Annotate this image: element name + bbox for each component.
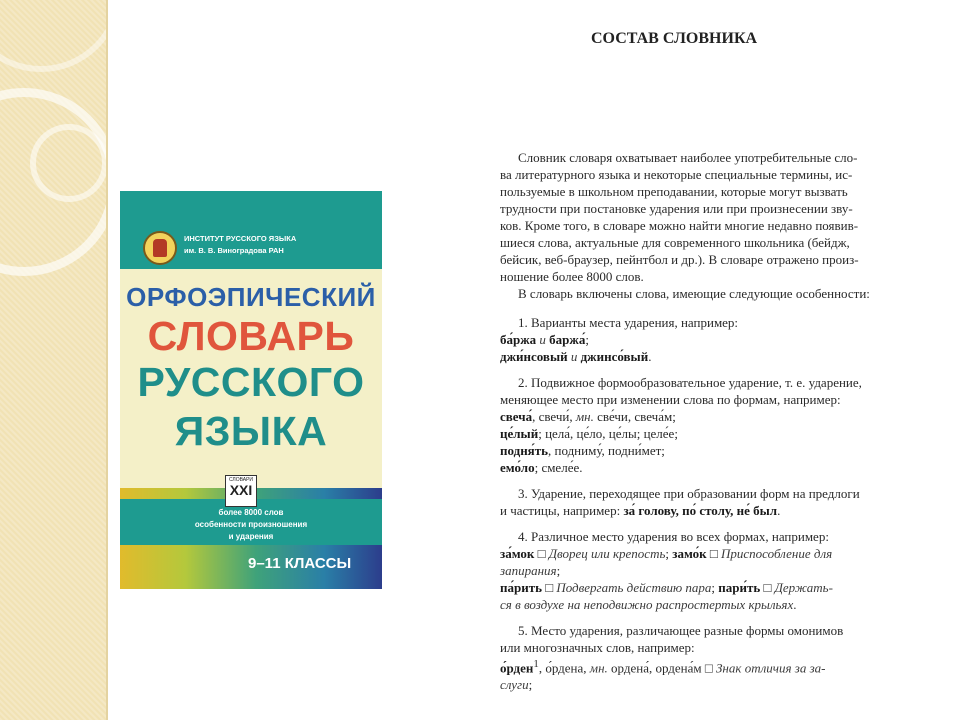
- cover-title-line-2: СЛОВАРЬ: [147, 313, 355, 359]
- decorative-side-strip: [0, 0, 108, 720]
- section-1: [500, 314, 892, 365]
- forms: ордена́, ордена́м: [607, 660, 705, 676]
- document-text: [500, 149, 892, 693]
- homonym-index: 1: [533, 658, 539, 670]
- headword: ба́ржа: [500, 332, 537, 347]
- box-glyph: □: [760, 580, 775, 595]
- punctuation: .: [793, 597, 797, 612]
- section-4-line-3: [500, 579, 892, 596]
- section-2-line-2: меняющее место при изменении слова по формам, например:: [500, 392, 841, 407]
- headword: замо́к: [672, 546, 707, 561]
- cover-info-line-1: более 8000 слов: [218, 508, 284, 517]
- decorative-ring-small: [30, 124, 108, 202]
- forms: , подниму́, подни́мет;: [547, 443, 665, 458]
- intro-line: шиеся слова, актуальные для современного школьника (бейдж,: [500, 235, 850, 250]
- punctuation: ;: [665, 546, 673, 561]
- punctuation: ;: [711, 580, 719, 595]
- gloss: Приспособление для: [721, 546, 833, 561]
- gloss: Подвергать действию пара: [556, 580, 712, 595]
- box-glyph: □: [541, 580, 557, 595]
- headword: пари́ть: [718, 580, 761, 595]
- abbrev: мн.: [589, 660, 608, 676]
- section-5-line-1: 5. Место ударения, различающее разные формы омонимов: [518, 623, 844, 638]
- grade-label: 9–11 КЛАССЫ: [248, 555, 352, 572]
- gloss: Держать-: [774, 580, 833, 595]
- punctuation: .: [648, 349, 652, 364]
- forms: све́чи, свеча́м;: [593, 409, 676, 424]
- intro-line: Словник словаря охватывает наиболее употребительные сло-: [518, 150, 858, 165]
- headword: баржа́: [549, 332, 586, 347]
- section-3-line-2: [500, 502, 892, 519]
- cover-title-line-1: ОРФОЭПИЧЕСКИЙ: [126, 282, 376, 312]
- headword: джинсо́вый: [580, 349, 649, 364]
- box-glyph: □: [534, 546, 549, 561]
- section-4-heading: 4. Различное место ударения во всех формах, например:: [518, 529, 829, 544]
- section-2-example-1: [500, 408, 892, 425]
- intro-line: ков. Кроме того, в словаре можно найти многие недавно появив-: [500, 218, 859, 233]
- forms: , о́рдена,: [538, 660, 590, 676]
- strip-divider: [106, 0, 108, 720]
- section-2-example-4: [500, 459, 892, 476]
- gloss: запирания: [500, 563, 557, 578]
- headword: о́рден: [500, 660, 534, 676]
- section-3: [500, 485, 892, 519]
- intro-line: ва литературного языка и некоторые специальные термины, ис-: [500, 167, 853, 182]
- intro-line: пользуемые в школьном преподавании, которые могут вызвать: [500, 184, 848, 199]
- headword: емо́ло: [500, 460, 535, 475]
- headword: па́рить: [500, 580, 542, 595]
- conjunction: и: [570, 349, 578, 364]
- headword: подня́ть: [500, 443, 548, 458]
- headword: свеча́: [500, 409, 533, 424]
- intro-line: трудности при постановке ударения или при произнесении зву-: [500, 201, 853, 216]
- section-1-heading: 1. Варианты места ударения, например:: [518, 315, 739, 330]
- conjunction: и: [539, 332, 546, 347]
- section-2-line-1: 2. Подвижное формообразовательное ударение, т. е. ударение,: [518, 375, 862, 390]
- abbrev: мн.: [575, 409, 594, 424]
- section-5-line-3: [500, 656, 892, 676]
- examples: за́ голову, по́ столу, не́ был: [623, 503, 778, 518]
- punctuation: ;: [528, 677, 533, 693]
- gloss: Знак отличия за за-: [716, 660, 826, 676]
- text: и частицы, например:: [500, 503, 624, 518]
- section-4-line-1: [500, 545, 892, 562]
- features-intro: В словарь включены слова, имеющие следующие особенности:: [518, 286, 870, 301]
- forms: ; цела́, це́ло, це́лы; целе́е;: [538, 426, 678, 441]
- section-2: [500, 374, 892, 476]
- section-5-line-4: [500, 676, 892, 693]
- section-title: СОСТАВ СЛОВНИКА: [591, 30, 758, 47]
- intro-paragraph: [500, 149, 892, 285]
- institute-name: ИНСТИТУТ РУССКОГО ЯЗЫКА: [184, 234, 297, 243]
- section-1-example-1: [500, 331, 892, 348]
- decorative-ring-top: [0, 0, 108, 72]
- section-1-example-2: [500, 348, 892, 365]
- institute-subname: им. В. В. Виноградова РАН: [184, 246, 284, 255]
- cover-info-line-2: особенности произношения: [194, 520, 308, 529]
- cover-title-line-3: РУССКОГО: [137, 359, 365, 405]
- series-label: СЛОВАРИ: [228, 477, 254, 483]
- headword: джи́нсовый: [500, 349, 568, 364]
- section-5-line-2: или многозначных слов, например:: [500, 640, 695, 655]
- punctuation: .: [777, 503, 781, 518]
- cover-info-line-3: и ударения: [228, 532, 274, 541]
- section-2-example-3: [500, 442, 892, 459]
- punctuation: ;: [585, 332, 589, 347]
- section-4: [500, 528, 892, 613]
- intro-line: бейсик, веб-браузер, пейнтбол и др.). В словаре отражено произ-: [500, 252, 859, 267]
- section-4-line-2: [500, 562, 892, 579]
- series-number: XXI: [229, 482, 253, 498]
- section-3-line-1: 3. Ударение, переходящее при образовании форм на предлоги: [518, 486, 860, 501]
- punctuation: ;: [556, 563, 561, 578]
- institute-logo-icon: [143, 231, 177, 265]
- section-5: [500, 622, 892, 693]
- section-4-line-4: [500, 596, 892, 613]
- gloss: ся в воздухе на неподвижно распростертых крыльях: [500, 597, 794, 612]
- headword: за́мок: [500, 546, 535, 561]
- series-badge: [225, 475, 257, 507]
- book-cover-image: [120, 191, 382, 589]
- headword: це́лый: [500, 426, 539, 441]
- forms: , свечи́,: [532, 409, 576, 424]
- section-2-example-2: [500, 425, 892, 442]
- gloss: слуги: [500, 677, 529, 693]
- box-glyph: □: [704, 660, 716, 676]
- intro-line: ношение более 8000 слов.: [500, 269, 644, 284]
- gloss: Дворец или крепость: [548, 546, 666, 561]
- forms: ; смеле́е.: [534, 460, 583, 475]
- box-glyph: □: [706, 546, 722, 561]
- cover-title-line-4: ЯЗЫКА: [174, 408, 328, 454]
